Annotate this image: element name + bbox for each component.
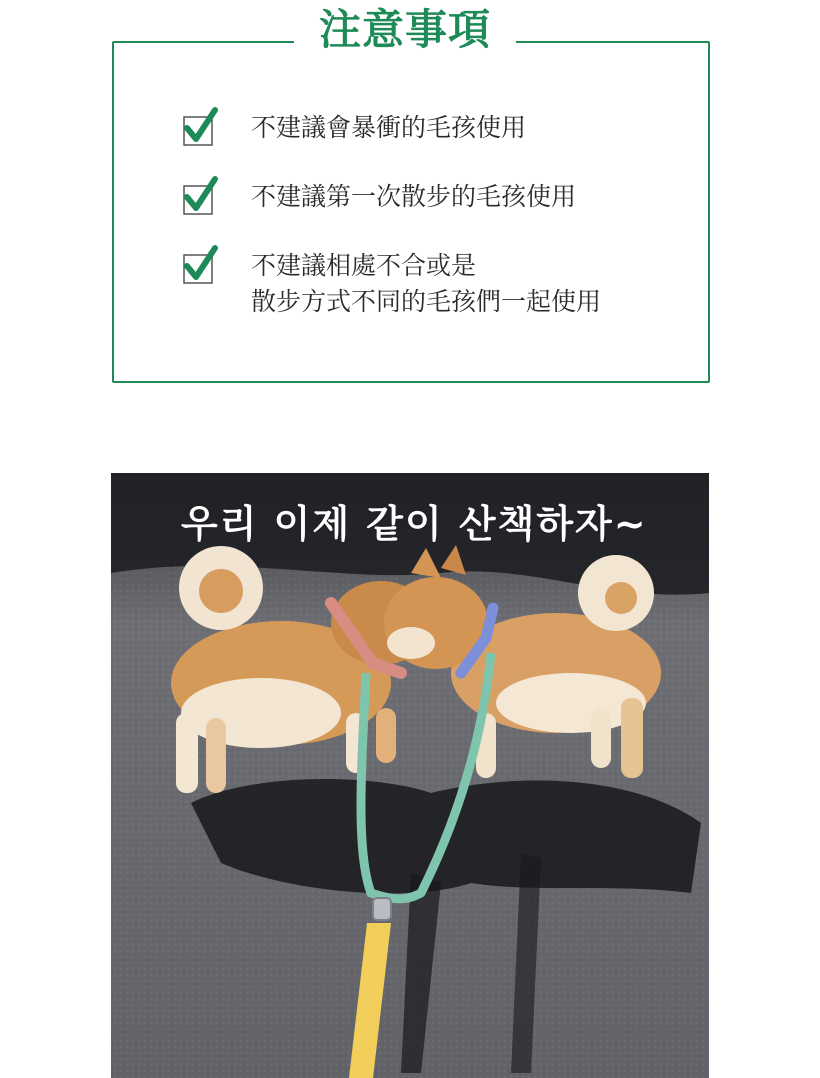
notice-item-2 [183, 179, 576, 215]
notice-title: 注意事項 [294, 2, 516, 58]
notice-item-3 [183, 248, 601, 320]
checkmark-box-icon [183, 116, 211, 144]
dogs-photo [111, 473, 709, 1078]
notice-item-text [251, 179, 576, 215]
dogs-photo-illustration [111, 473, 709, 1078]
notice-item-line: 不建議相處不合或是 [251, 251, 477, 280]
notice-item-text [251, 110, 526, 146]
checkmark-box-icon [183, 185, 211, 213]
notice-item-line: 不建議第一次散步的毛孩使用 [251, 182, 577, 211]
checkmark-box-icon [183, 254, 211, 282]
notice-item-text [251, 248, 601, 320]
notice-item-line: 不建議會暴衝的毛孩使用 [251, 113, 527, 142]
notice-item-1 [183, 110, 526, 146]
notice-item-line: 散步方式不同的毛孩們一起使用 [251, 287, 602, 316]
photo-caption: 우리 이제 같이 산책하자~ [181, 502, 648, 546]
